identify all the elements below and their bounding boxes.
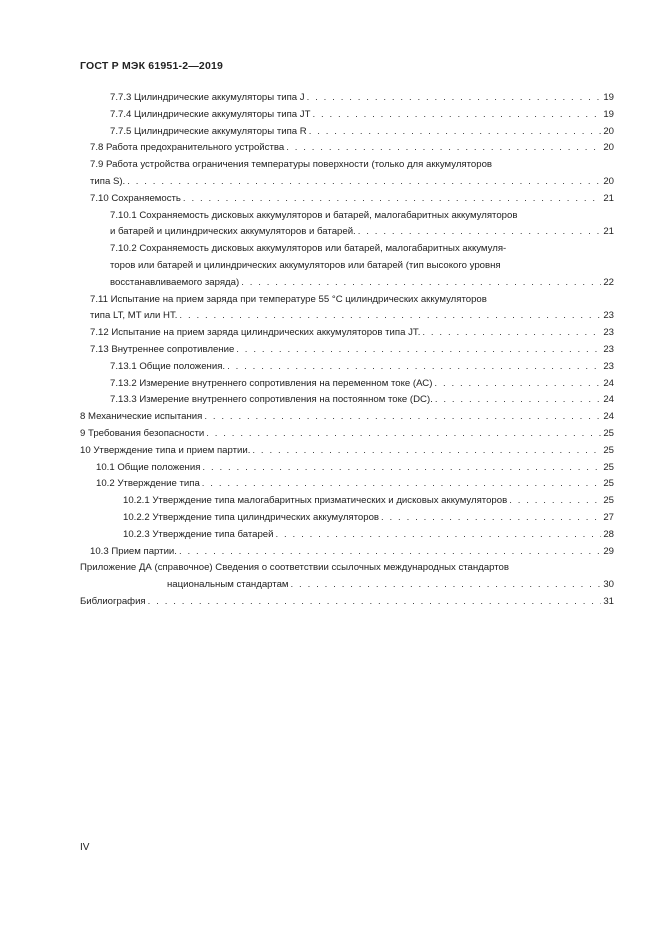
- toc-entry[interactable]: [0, 560, 661, 594]
- table-of-contents: [0, 90, 661, 611]
- toc-page-number: 23: [603, 310, 614, 322]
- toc-entry-text: 10.1 Общие положения: [96, 461, 201, 473]
- toc-page-number: 23: [603, 343, 614, 355]
- dot-leader: [276, 527, 602, 544]
- toc-entry-text: 9 Требования безопасности: [80, 427, 205, 439]
- toc-entry-text: 7.13.2 Измерение внутреннего сопротивления на переменном токе (АС): [110, 377, 433, 389]
- toc-entry[interactable]: [0, 594, 661, 611]
- dot-leader: [179, 544, 601, 561]
- toc-entry-text: 7.12 Испытание на прием заряда цилиндрических аккумуляторов типа JT.: [90, 327, 421, 339]
- toc-page-number: 20: [603, 142, 614, 154]
- toc-entry-text: 7.10.2 Сохраняемость дисковых аккумуляторов или батарей, малогабаритных аккумуля-: [110, 243, 507, 255]
- dot-leader: [127, 174, 601, 191]
- toc-entry-text: 7.7.5 Цилиндрические аккумуляторы типа R: [110, 125, 307, 137]
- toc-entry[interactable]: [0, 376, 661, 393]
- dot-leader: [202, 460, 601, 477]
- toc-page-number: 20: [603, 175, 614, 187]
- toc-page-number: 25: [603, 444, 614, 456]
- toc-entry[interactable]: [0, 443, 661, 460]
- toc-entry-text: и батарей и цилиндрических аккумуляторов и батарей.: [110, 226, 356, 238]
- dot-leader: [422, 325, 601, 342]
- toc-entry[interactable]: [0, 460, 661, 477]
- toc-entry-text: 10.2.3 Утверждение типа батарей: [123, 528, 274, 540]
- dot-leader: [206, 426, 601, 443]
- dot-leader: [183, 191, 601, 208]
- dot-leader: [241, 275, 601, 292]
- toc-entry-text: 7.9 Работа устройства ограничения температуры поверхности (только для аккумуляторов: [90, 159, 493, 171]
- toc-entry-text: 7.10 Сохраняемость: [90, 192, 181, 204]
- toc-entry-text: 7.8 Работа предохранительного устройства: [90, 142, 285, 154]
- toc-entry[interactable]: [0, 527, 661, 544]
- page-number: IV: [80, 842, 90, 853]
- toc-entry-text: национальным стандартам: [167, 579, 289, 591]
- dot-leader: [202, 476, 602, 493]
- toc-entry[interactable]: [0, 544, 661, 561]
- toc-page-number: 27: [603, 511, 614, 523]
- toc-entry[interactable]: [0, 208, 661, 242]
- toc-page-number: 24: [603, 377, 614, 389]
- toc-entry-text: 7.7.4 Цилиндрические аккумуляторы типа JT: [110, 108, 311, 120]
- toc-entry-text: 7.13.1 Общие положения.: [110, 360, 226, 372]
- toc-page-number: 25: [603, 427, 614, 439]
- toc-page-number: 21: [603, 226, 614, 238]
- toc-entry[interactable]: [0, 241, 661, 291]
- toc-entry[interactable]: [0, 140, 661, 157]
- toc-entry[interactable]: [0, 107, 661, 124]
- dot-leader: [227, 359, 601, 376]
- toc-entry[interactable]: [0, 510, 661, 527]
- toc-entry[interactable]: [0, 191, 661, 208]
- toc-page-number: 25: [603, 495, 614, 507]
- dot-leader: [236, 342, 601, 359]
- toc-entry-text: 7.13 Внутреннее сопротивление: [90, 343, 235, 355]
- toc-entry[interactable]: [0, 292, 661, 326]
- toc-entry[interactable]: [0, 342, 661, 359]
- toc-page-number: 20: [603, 125, 614, 137]
- toc-page-number: 21: [603, 192, 614, 204]
- dot-leader: [286, 140, 601, 157]
- toc-page-number: 24: [603, 394, 614, 406]
- toc-page-number: 19: [603, 92, 614, 103]
- toc-entry[interactable]: [0, 409, 661, 426]
- toc-page-number: 31: [603, 595, 614, 607]
- toc-page-number: 29: [603, 545, 614, 557]
- dot-leader: [435, 392, 602, 409]
- toc-page-number: 25: [603, 461, 614, 473]
- dot-leader: [291, 577, 602, 594]
- dot-leader: [148, 594, 602, 611]
- toc-entry-text: 7.13.3 Измерение внутреннего сопротивления на постоянном токе (DC).: [110, 394, 433, 406]
- toc-entry[interactable]: [0, 359, 661, 376]
- toc-page-number: 30: [603, 579, 614, 591]
- toc-entry[interactable]: [0, 325, 661, 342]
- toc-entry-text: торов или батарей и цилиндрических аккумуляторов или батарей (тип высокого уровня: [110, 259, 501, 271]
- toc-entry-text: 10 Утверждение типа и прием партии.: [80, 444, 251, 456]
- dot-leader: [434, 376, 601, 393]
- toc-entry-text: 7.11 Испытание на прием заряда при температуре 55 °С цилиндрических аккумуляторов: [90, 293, 487, 305]
- toc-page-number: 24: [603, 411, 614, 423]
- dot-leader: [509, 493, 601, 510]
- toc-page-number: 23: [603, 327, 614, 339]
- toc-page-number: 22: [603, 276, 614, 288]
- toc-entry-text: Библиография: [80, 595, 146, 607]
- toc-entry[interactable]: [0, 90, 661, 107]
- dot-leader: [309, 124, 602, 141]
- toc-entry[interactable]: [0, 476, 661, 493]
- toc-entry-text: восстанавливаемого заряда): [110, 276, 240, 288]
- toc-entry[interactable]: [0, 157, 661, 191]
- dot-leader: [252, 443, 601, 460]
- toc-entry[interactable]: [0, 426, 661, 443]
- toc-entry-text: 10.3 Прием партии.: [90, 545, 177, 557]
- document-header: ГОСТ Р МЭК 61951-2—2019: [80, 60, 224, 72]
- dot-leader: [358, 224, 602, 241]
- dot-leader: [179, 308, 601, 325]
- toc-entry-text: 10.2.1 Утверждение типа малогабаритных призматических и дисковых аккумуляторов: [123, 495, 508, 507]
- toc-page-number: 23: [603, 360, 614, 372]
- toc-entry[interactable]: [0, 124, 661, 141]
- dot-leader: [204, 409, 601, 426]
- toc-entry[interactable]: [0, 392, 661, 409]
- dot-leader: [381, 510, 601, 527]
- toc-entry-text: типа S).: [90, 175, 126, 187]
- toc-page-number: 25: [603, 478, 614, 490]
- toc-entry-text: 8 Механические испытания: [80, 411, 203, 423]
- toc-entry-text: Приложение ДА (справочное) Сведения о соответствии ссылочных международных стандартов: [80, 562, 509, 574]
- toc-entry-text: 10.2.2 Утверждение типа цилиндрических аккумуляторов: [123, 511, 379, 523]
- toc-entry-text: типа LT, MT или НТ.: [90, 310, 178, 322]
- toc-entry-text: 10.2 Утверждение типа: [96, 478, 200, 490]
- toc-page-number: 19: [603, 108, 614, 120]
- dot-leader: [307, 90, 602, 107]
- dot-leader: [312, 107, 601, 124]
- toc-entry[interactable]: [0, 493, 661, 510]
- toc-entry-text: 7.7.3 Цилиндрические аккумуляторы типа J: [110, 92, 305, 103]
- toc-page-number: 28: [603, 528, 614, 540]
- toc-entry-text: 7.10.1 Сохраняемость дисковых аккумуляторов и батарей, малогабаритных аккумуляторов: [110, 209, 518, 221]
